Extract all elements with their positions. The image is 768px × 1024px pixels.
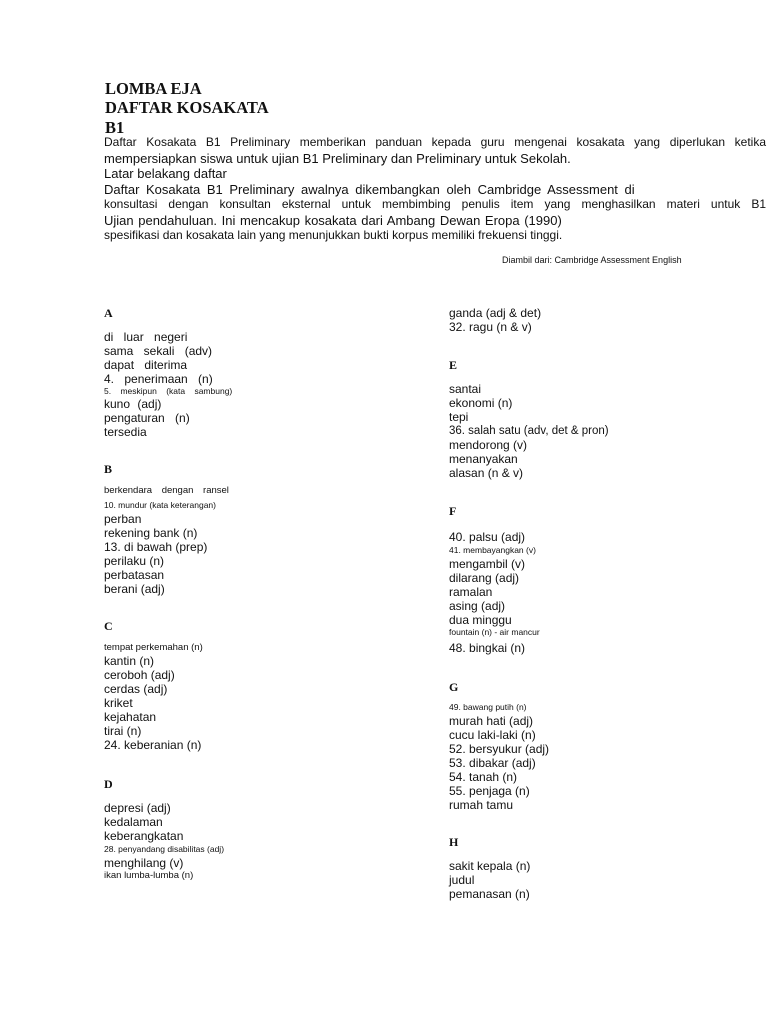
word-list [449, 700, 768, 812]
list-item: 32. ragu (n & v) [449, 320, 532, 334]
section-letter: B [104, 462, 113, 476]
section-letter: C [104, 619, 113, 633]
list-item: mendorong (v) [449, 438, 528, 452]
list-item: di luar negeri [104, 330, 188, 344]
intro-line-2: mempersiapkan siswa untuk ujian B1 Preliminary dan Preliminary untuk Sekolah. [104, 151, 571, 166]
list-item: santai [449, 382, 482, 396]
list-item: murah hati (adj) [449, 714, 534, 728]
list-item: judul [449, 873, 475, 887]
intro-line-6: Ujian pendahuluan. Ini mencakup kosakata dari Ambang Dewan Eropa (1990) [104, 213, 562, 228]
list-item: kantin (n) [104, 654, 155, 668]
list-item: keberangkatan [104, 829, 184, 843]
word-list [449, 382, 768, 480]
list-item: 55. penjaga (n) [449, 784, 530, 798]
list-item: sakit kepala (n) [449, 859, 531, 873]
list-item: 41. membayangkan (v) [449, 545, 536, 555]
vocab-column-left [104, 306, 424, 881]
list-item: tepi [449, 410, 469, 424]
section-letter: E [449, 358, 458, 372]
list-item: ceroboh (adj) [104, 668, 175, 682]
section-e [449, 358, 768, 480]
list-item: cucu laki-laki (n) [449, 728, 536, 742]
list-item: pemanasan (n) [449, 887, 530, 901]
list-item: 13. di bawah (prep) [104, 540, 208, 554]
intro-line-4: Daftar Kosakata B1 Preliminary awalnya dikembangkan oleh Cambridge Assessment di [104, 182, 635, 197]
list-item: ramalan [449, 585, 493, 599]
list-item: asing (adj) [449, 599, 506, 613]
section-letter: D [104, 777, 113, 791]
list-item: 40. palsu (adj) [449, 530, 526, 544]
list-item: menanyakan [449, 452, 518, 466]
section-f [449, 504, 768, 655]
list-item: ekonomi (n) [449, 396, 513, 410]
list-item: kedalaman [104, 815, 163, 829]
list-item: kuno (adj) [104, 397, 162, 411]
list-item: kejahatan [104, 710, 157, 724]
list-item: mengambil (v) [449, 557, 526, 571]
section-c [104, 619, 424, 752]
list-item: ikan lumba-lumba (n) [104, 870, 194, 881]
list-item: 24. keberanian (n) [104, 738, 202, 752]
word-list [449, 859, 768, 901]
list-item: 5. meskipun (kata sambung) [104, 386, 233, 396]
section-letter: G [449, 680, 459, 694]
word-list [104, 484, 424, 596]
list-item: rumah tamu [449, 798, 514, 812]
list-item: 49. bawang putih (n) [449, 702, 527, 712]
section-d [104, 777, 424, 881]
title-lomba-eja: LOMBA EJA [105, 79, 202, 98]
list-item: berkendara dengan ransel [104, 485, 229, 496]
intro-line-7: spesifikasi dan kosakata lain yang menunjukkan bukti korpus memiliki frekuensi tinggi. [104, 228, 563, 242]
list-item: tirai (n) [104, 724, 142, 738]
list-item: cerdas (adj) [104, 682, 168, 696]
list-item: berani (adj) [104, 582, 165, 596]
word-list [104, 330, 424, 439]
list-item: perbatasan [104, 568, 165, 582]
list-item: kriket [104, 696, 133, 710]
section-letter: H [449, 835, 459, 849]
section-g [449, 680, 768, 812]
source-note: Diambil dari: Cambridge Assessment English [502, 255, 682, 265]
list-item: alasan (n & v) [449, 466, 524, 480]
list-item: 28. penyandang disabilitas (adj) [104, 844, 225, 854]
section-letter: A [104, 306, 113, 320]
section-letter: F [449, 504, 457, 518]
word-list [449, 530, 768, 655]
list-item: ganda (adj & det) [449, 306, 542, 320]
list-item: depresi (adj) [104, 801, 171, 815]
list-item: tempat perkemahan (n) [104, 642, 203, 653]
list-item: 48. bingkai (n) [449, 641, 526, 655]
vocab-column-right [449, 306, 768, 901]
list-item: 36. salah satu (adv, det & pron) [449, 425, 609, 437]
section-d-continued [449, 306, 768, 334]
section-h [449, 835, 768, 901]
word-list [449, 306, 768, 334]
list-item: menghilang (v) [104, 856, 184, 870]
section-a [104, 306, 424, 439]
list-item: 4. penerimaan (n) [104, 372, 213, 386]
list-item: fountain (n) - air mancur [449, 627, 540, 637]
list-item: dapat diterima [104, 358, 188, 372]
intro-line-1: Daftar Kosakata B1 Preliminary memberikan panduan kepada guru mengenai kosakata yang diperlukan ketika [104, 135, 766, 149]
list-item: tersedia [104, 425, 147, 439]
section-b [104, 462, 424, 596]
list-item: rekening bank (n) [104, 526, 198, 540]
list-item: pengaturan (n) [104, 411, 190, 425]
title-daftar-kosakata: DAFTAR KOSAKATA [105, 98, 269, 117]
intro-line-3: Latar belakang daftar [104, 166, 227, 181]
word-list [104, 641, 424, 752]
list-item: dua minggu [449, 613, 512, 627]
list-item: perban [104, 512, 142, 526]
list-item: dilarang (adj) [449, 571, 520, 585]
list-item: 53. dibakar (adj) [449, 756, 536, 770]
word-list [104, 801, 424, 881]
list-item: 54. tanah (n) [449, 770, 518, 784]
list-item: sama sekali (adv) [104, 344, 213, 358]
list-item: 52. bersyukur (adj) [449, 742, 550, 756]
intro-line-5: konsultasi dengan konsultan eksternal untuk membimbing penulis item yang menghasilkan materi untuk B1 [104, 197, 766, 211]
title-b1: B1 [105, 118, 125, 137]
list-item: perilaku (n) [104, 554, 165, 568]
list-item: 10. mundur (kata keterangan) [104, 500, 216, 510]
